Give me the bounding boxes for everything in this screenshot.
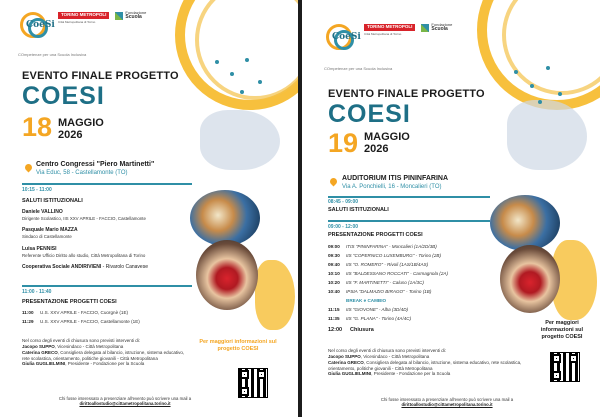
notes-intro: Nel corso degli eventi di chiusura sono previsti interventi di: (328, 348, 447, 353)
footer (322, 397, 572, 407)
footer (10, 396, 240, 406)
closing-label: Chiusura (350, 327, 374, 333)
fondazione-name: Scuola (431, 26, 448, 33)
coesi-logo (324, 22, 361, 56)
poster-right (302, 0, 600, 417)
event-month-year (58, 118, 104, 141)
poster-left (0, 0, 298, 417)
photo-portrait (500, 245, 560, 313)
torino-sub: Città Metropolitana di Torino (58, 19, 96, 24)
photo-portrait (196, 240, 258, 310)
notes-name: Giulia GUGLIELMINI (22, 361, 66, 367)
qr-code[interactable] (238, 368, 268, 398)
footer-text: Chi fosse interessato a presenziare all'evento può scrivere una mail a (58, 396, 192, 401)
notes-role: , Vicesindaco - Città Metropolitana (360, 353, 430, 359)
fondazione-logo (115, 11, 146, 21)
project-time: 11:00 (22, 310, 34, 315)
logo-text: CoeSi (332, 32, 361, 42)
project-text: IIS "G. PLANA" - Torino (4A/4C) (346, 316, 412, 321)
footer-text: Chi fosse interessato a presenziare all'evento può scrivere una mail a (380, 397, 514, 402)
tagline: COmpetenze per una Scuola Inclusiva (18, 52, 87, 57)
project-time: 09:00 (328, 244, 340, 249)
cooperative-name: Cooperativa Sociale ANDIRIVIENI (22, 264, 102, 270)
project-item (328, 253, 441, 258)
time-slot-1: 08:45 - 09:00 (328, 199, 359, 205)
qr-code[interactable] (550, 352, 580, 382)
event-month: MAGGIO (58, 117, 104, 129)
speaker-name: Pasquale Mario MAZZA (22, 227, 78, 233)
notes-block (328, 348, 528, 377)
logo-row (18, 10, 146, 44)
speaker-role: Referente Ufficio Diritto allo studio, Città Metropolitana di Torino (22, 253, 146, 258)
project-text: IPSIA "DALMAZIO BIRAGO" - Torino (1B) (346, 289, 432, 294)
project-item (328, 271, 448, 276)
paint-splash (255, 260, 295, 330)
project-text: IIS "GIOVONE" - Alba (3D/4D) (346, 307, 409, 312)
venue-name: AUDITORIUM ITIS PININFARINA (342, 175, 449, 182)
project-item (328, 289, 431, 294)
speaker-role: Dirigente Scolastico, IIS XXV APRILE - FACCIO, Castellamonte (22, 216, 146, 221)
more-info-text: Per maggiori informazioni sul progetto COESI (199, 339, 277, 352)
notes-name: Jacopo SUPPO (328, 353, 361, 359)
notes-role: , Consigliera delegata al bilancio, istruzione, sistema educativo, rete scolastica, orientamento, politiche giovanili - Città Metropolitana (328, 359, 522, 371)
paint-splash (507, 100, 587, 170)
event-day: 19 (328, 128, 359, 158)
logo-text: CoeSi (26, 20, 55, 30)
project-time: 10:20 (328, 280, 340, 285)
project-item (22, 319, 140, 324)
event-month: MAGGIO (364, 131, 410, 143)
torino-logo-text: TORINO METROPOLI (58, 12, 109, 19)
section-saluti: SALUTI ISTITUZIONALI (328, 207, 389, 213)
torino-sub: Città Metropolitana di Torino (364, 31, 402, 36)
photo-art-table (190, 190, 260, 246)
logo-row (324, 22, 452, 56)
project-text: ITIS "PININFARINA" - Moncalieri (1A/2D/3B) (346, 244, 437, 249)
notes-role: , Presidente - Fondazione per la Scuola (371, 371, 451, 377)
decorative-dot (546, 66, 550, 70)
notes-intro: Nel corso degli eventi di chiusura sono previsti interventi di: (22, 338, 141, 343)
decorative-dot (215, 60, 219, 64)
notes-name: Caterina GRECO (328, 359, 364, 365)
project-item (328, 307, 408, 312)
event-month-year (364, 132, 410, 155)
event-year: 2026 (58, 128, 83, 141)
fondazione-logo (421, 23, 452, 33)
decorative-dot (258, 80, 262, 84)
venue-address: Via Educ, 58 - Castellamonte (TO) (36, 170, 128, 176)
project-item (328, 280, 424, 285)
time-slot-2: 09:00 - 12:00 (328, 224, 359, 230)
project-title: COESI (22, 82, 105, 110)
torino-logo (58, 12, 109, 24)
project-time: 11:15 (328, 307, 340, 312)
project-time: 10:40 (328, 289, 340, 294)
project-item (328, 316, 411, 321)
notes-role: , Presidente - Fondazione per la Scuola (65, 361, 145, 367)
fondazione-icon (421, 24, 429, 32)
project-item (328, 244, 437, 249)
notes-name: Jacopo SUPPO (22, 343, 55, 349)
project-title: COESI (328, 100, 411, 128)
speaker-name: Luisa PENNISI (22, 246, 57, 252)
decorative-dot (230, 72, 234, 76)
tagline: COmpetenze per una Scuola Inclusiva (324, 66, 393, 71)
cooperative-place: - Rivarolo Canavese (101, 264, 148, 270)
footer-email[interactable]: dirittoallostudio@cittametropolitana.torino.it (79, 401, 171, 406)
decorative-dot (245, 58, 249, 62)
fondazione-label: Fondazione (125, 10, 147, 15)
project-text: IIS "O. ROMERO" - Rivoli (1AS/1B/4AS) (346, 262, 429, 267)
project-text: IIS "COPERNICO LUXEMBURG" - Torino (2B) (346, 253, 441, 258)
divider (328, 196, 490, 198)
divider (22, 183, 192, 185)
closing-item (328, 327, 374, 333)
section-presentazione: PRESENTAZIONE PROGETTI COESI (22, 299, 117, 305)
project-time: 10:10 (328, 271, 340, 276)
project-time: 11:29 (22, 319, 34, 324)
decorative-dot (514, 70, 518, 74)
divider (328, 220, 490, 222)
project-item (22, 310, 128, 315)
project-time: 09:40 (328, 262, 340, 267)
decorative-dot (558, 92, 562, 96)
decorative-dot (530, 84, 534, 88)
torino-logo (364, 24, 415, 36)
section-saluti: SALUTI ISTITUZIONALI (22, 198, 83, 204)
notes-block (22, 338, 187, 367)
venue-name: Centro Congressi "Piero Martinetti" (36, 161, 155, 168)
torino-logo-text: TORINO METROPOLI (364, 24, 415, 31)
project-item (328, 262, 428, 267)
footer-email[interactable]: dirittoallostudio@cittametropolitana.torino.it (401, 402, 493, 407)
project-time: 11:35 (328, 316, 340, 321)
section-presentazione: PRESENTAZIONE PROGETTI COESI (328, 232, 423, 238)
project-text: U.S. XXV APRILE - FACCIO, Cuorgnè (1E) (40, 310, 129, 315)
evento-heading: EVENTO FINALE PROGETTO (328, 88, 485, 100)
fondazione-icon (115, 12, 123, 20)
photo-art-table (490, 195, 560, 251)
time-slot-1: 10:15 - 11:00 (22, 187, 52, 193)
paint-splash (200, 110, 280, 170)
project-text: IIS "F. MARTINETTI" - Caluso (1A/3C) (346, 280, 424, 285)
evento-heading: EVENTO FINALE PROGETTO (22, 70, 179, 82)
closing-time: 12:00 (328, 327, 343, 333)
fondazione-label: Fondazione (431, 22, 453, 27)
notes-role: , Consigliera delegata al bilancio, istruzione, sistema educativo, rete scolastica, orientamento, politiche giovanili - Città Metropolitana (22, 349, 185, 361)
speaker-role: Sindaco di Castellamonte (22, 234, 72, 239)
location-pin-icon (329, 177, 339, 187)
decorative-dot (240, 90, 244, 94)
location-pin-icon (24, 163, 34, 173)
project-time: 09:30 (328, 253, 340, 258)
break-label: BREAK e CAMBIO (346, 298, 387, 303)
speaker-name (22, 264, 148, 270)
project-text: IIS "BALDESSANO ROCCATI" - Carmagnola (2A) (346, 271, 448, 276)
more-info-text: Per maggiori informazioni sul progetto COESI (540, 320, 584, 340)
divider (22, 285, 192, 287)
notes-name: Giulia GUGLIELMINI (328, 371, 372, 377)
project-text: U.S. XXV APRILE - FACCIO, Castellamonte (1E) (40, 319, 140, 324)
notes-role: , Vicesindaco - Città Metropolitana (54, 343, 124, 349)
decorative-dot (538, 100, 542, 104)
venue-address: Via A. Ponchielli, 16 - Moncalieri (TO) (342, 184, 442, 190)
fondazione-name: Scuola (125, 14, 142, 21)
coesi-logo (18, 10, 55, 44)
event-day: 18 (22, 112, 53, 142)
event-year: 2026 (364, 142, 389, 155)
speaker-name: Daniele VALLINO (22, 209, 63, 215)
notes-name: Caterina GRECO (22, 349, 58, 355)
time-slot-2: 11:00 - 11:40 (22, 289, 52, 295)
